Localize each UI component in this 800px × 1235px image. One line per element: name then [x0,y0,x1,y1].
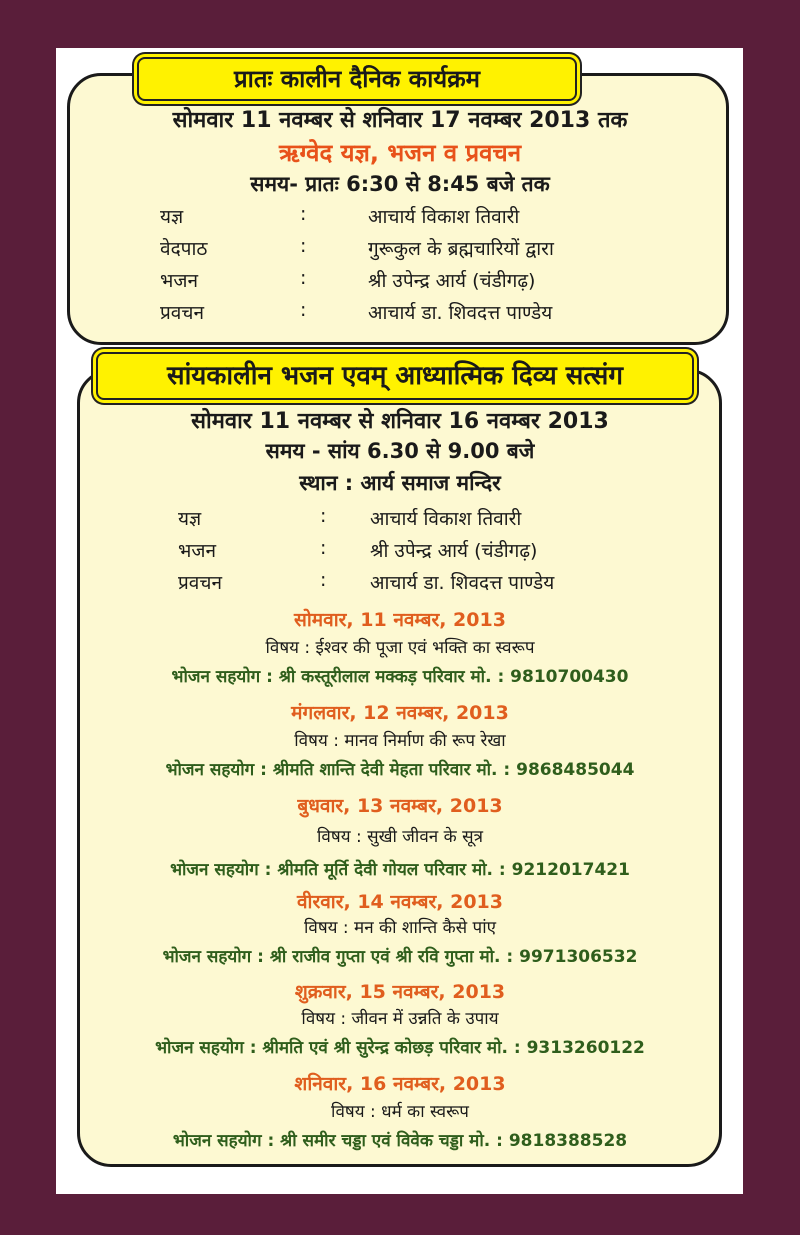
evening-dates: सोमवार 11 नवम्बर से शनिवार 16 नवम्बर 2013 [191,409,609,434]
day-topic: विषय : मन की शान्ति कैसे पांए [303,918,497,938]
morning-heading: प्रातः कालीन दैनिक कार्यक्रम [234,65,480,93]
day-date: शनिवार, 16 नवम्बर, 2013 [294,1073,506,1095]
row-separator: : [300,267,307,289]
row-separator: : [300,235,307,257]
morning-time: समय- प्रातः 6:30 से 8:45 बजे तक [250,172,550,196]
day-sponsor: भोजन सहयोग : श्रीमति एवं श्री सुरेन्द्र कोछड़ परिवार मो. : 9313260122 [155,1038,645,1058]
evening-heading-banner [96,352,694,400]
row-label: यज्ञ [178,508,202,530]
evening-time: समय - सांय 6.30 से 9.00 बजे [265,439,535,463]
row-label: यज्ञ [160,206,184,228]
day-sponsor: भोजन सहयोग : श्री कस्तूरीलाल मक्कड़ परिवार मो. : 9810700430 [171,667,629,687]
row-label: प्रवचन [178,572,222,594]
row-separator: : [320,505,327,527]
row-label: वेदपाठ [160,238,208,260]
day-sponsor: भोजन सहयोग : श्रीमति मूर्ति देवी गोयल परिवार मो. : 9212017421 [170,860,630,880]
morning-heading-banner [137,57,577,101]
row-value: आचार्य डा. शिवदत्त पाण्डेय [368,302,553,324]
row-separator: : [300,203,307,225]
evening-place: स्थान : आर्य समाज मन्दिर [299,471,501,495]
row-value: आचार्य डा. शिवदत्त पाण्डेय [370,572,555,594]
row-separator: : [300,299,307,321]
day-date: सोमवार, 11 नवम्बर, 2013 [294,609,506,631]
day-sponsor: भोजन सहयोग : श्री समीर चड्डा एवं विवेक चड्डा मो. : 9818388528 [172,1131,628,1151]
evening-heading: सांयकालीन भजन एवम् आध्यात्मिक दिव्य सत्संग [167,361,623,391]
row-label: भजन [160,270,199,292]
day-date: शुक्रवार, 15 नवम्बर, 2013 [294,981,506,1003]
row-value: श्री उपेन्द्र आर्य (चंडीगढ़) [370,540,538,562]
row-label: भजन [178,540,217,562]
row-value: श्री उपेन्द्र आर्य (चंडीगढ़) [368,270,536,292]
day-topic: विषय : धर्म का स्वरूप [331,1102,469,1122]
row-separator: : [320,537,327,559]
day-topic: विषय : सुखी जीवन के सूत्र [317,827,483,847]
morning-dates: सोमवार 11 नवम्बर से शनिवार 17 नवम्बर 2013 तक [172,108,628,133]
day-topic: विषय : ईश्वर की पूजा एवं भक्ति का स्वरूप [265,638,535,658]
row-label: प्रवचन [160,302,204,324]
day-date: वीरवार, 14 नवम्बर, 2013 [296,891,504,913]
morning-subtitle: ऋग्वेद यज्ञ, भजन व प्रवचन [278,139,522,167]
day-sponsor: भोजन सहयोग : श्री राजीव गुप्ता एवं श्री रवि गुप्ता मो. : 9971306532 [162,947,638,967]
row-value: आचार्य विकाश तिवारी [368,206,520,228]
row-value: आचार्य विकाश तिवारी [370,508,522,530]
day-date: बुधवार, 13 नवम्बर, 2013 [297,795,503,817]
day-sponsor: भोजन सहयोग : श्रीमति शान्ति देवी मेहता परिवार मो. : 9868485044 [165,760,635,780]
day-date: मंगलवार, 12 नवम्बर, 2013 [291,702,509,724]
row-separator: : [320,569,327,591]
day-topic: विषय : जीवन में उन्नति के उपाय [301,1009,499,1029]
row-value: गुरूकुल के ब्रह्मचारियों द्वारा [368,238,554,260]
day-topic: विषय : मानव निर्माण की रूप रेखा [294,731,506,751]
